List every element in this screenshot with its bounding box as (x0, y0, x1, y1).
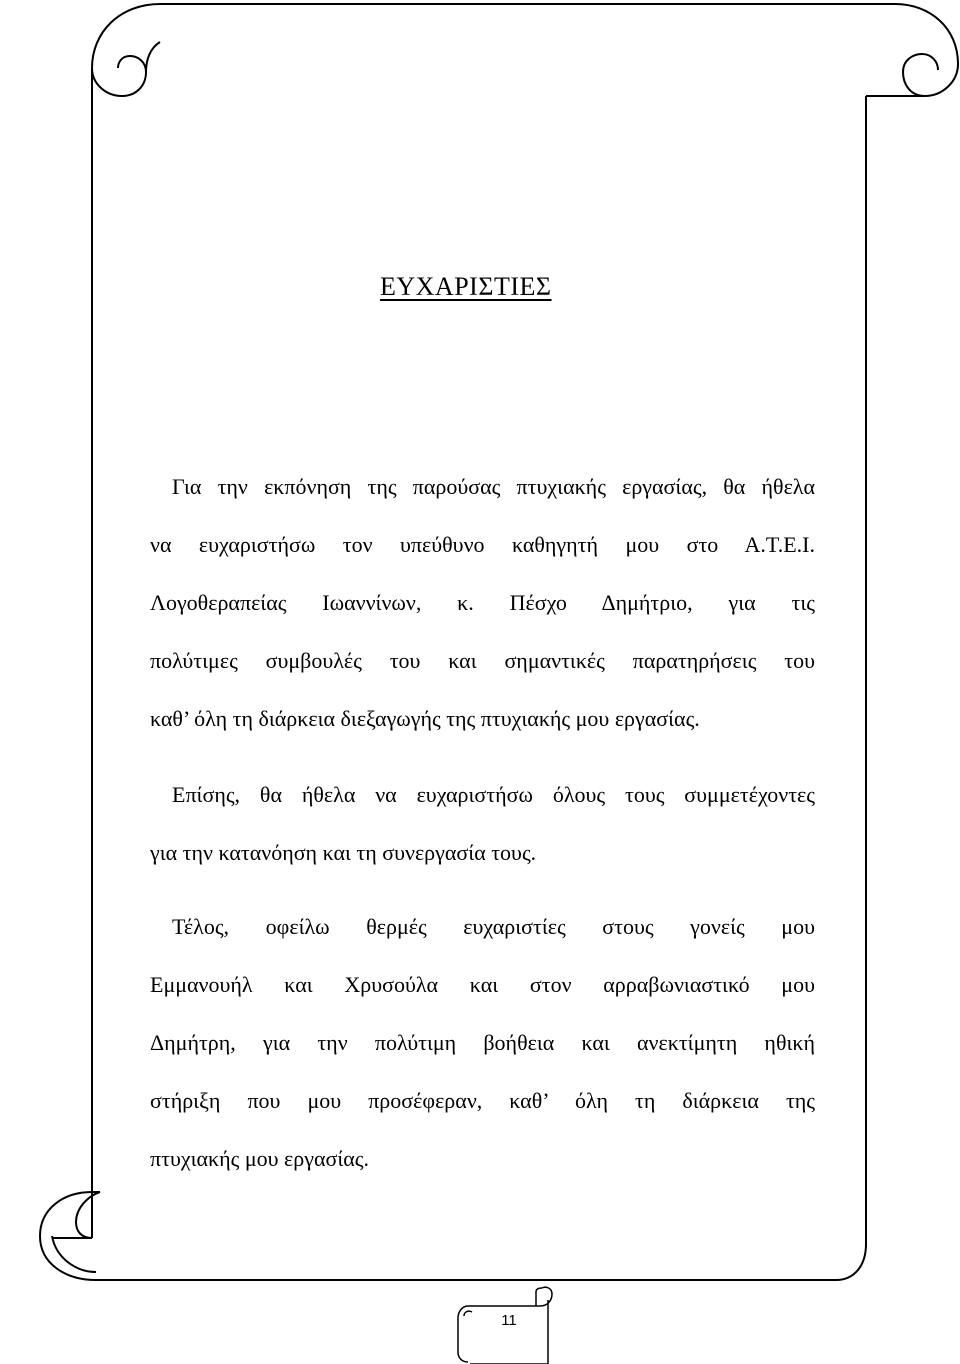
page-title: ΕΥΧΑΡΙΣΤΙΕΣ (380, 272, 552, 301)
paragraph-1-line-5: καθ’ όλη τη διάρκεια διεξαγωγής της πτυχιακής μου εργασίας. (150, 706, 700, 731)
paragraph-3-line-1: Τέλος, οφείλω θερμές ευχαριστίες στους γονείς μου (172, 914, 815, 939)
paragraph-1-line-2: να ευχαριστήσω τον υπεύθυνο καθηγητή μου στο Α.Τ.Ε.Ι. (150, 532, 815, 557)
paragraph-1-line-3: Λογοθεραπείας Ιωαννίνων, κ. Πέσχο Δημήτριο, για τις (150, 590, 815, 615)
paragraph-2-line-2: για την κατανόηση και τη συνεργασία τους. (150, 840, 537, 865)
paragraph-1-line-1: Για την εκπόνηση της παρούσας πτυχιακής εργασίας, θα ήθελα (172, 474, 815, 499)
page-number: 11 (501, 1312, 517, 1329)
paragraph-3-line-4: στήριξη που μου προσέφεραν, καθ’ όλη τη διάρκεια της (150, 1088, 815, 1113)
paragraph-3-line-3: Δημήτρη, για την πολύτιμη βοήθεια και ανεκτίμητη ηθική (150, 1030, 815, 1055)
paragraph-3-line-5: πτυχιακής μου εργασίας. (150, 1146, 370, 1171)
paragraph-2-line-1: Επίσης, θα ήθελα να ευχαριστήσω όλους τους συμμετέχοντες (172, 782, 815, 807)
paragraph-1-line-4: πολύτιμες συμβουλές του και σημαντικές παρατηρήσεις του (150, 648, 815, 673)
paragraph-3-line-2: Εμμανουήλ και Χρυσούλα και στον αρραβωνιαστικό μου (150, 972, 815, 997)
